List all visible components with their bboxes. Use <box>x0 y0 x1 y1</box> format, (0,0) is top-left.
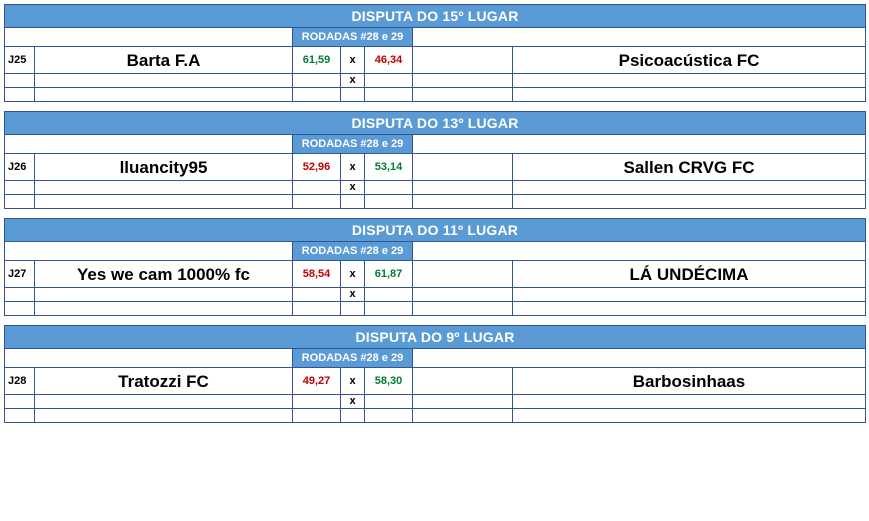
block-title-row <box>5 5 866 28</box>
rounds-row <box>5 135 866 154</box>
rounds-right-blank <box>413 28 866 47</box>
block-title: DISPUTA DO 13º LUGAR <box>5 112 866 135</box>
home-score: 52,96 <box>293 154 341 181</box>
score-right-blank <box>413 47 513 74</box>
versus-separator-2: x <box>341 395 365 409</box>
second-away-blank <box>513 395 866 409</box>
rounds-left-blank <box>5 28 293 47</box>
block-bottom-row <box>5 409 866 423</box>
block-title-row <box>5 112 866 135</box>
block-title: DISPUTA DO 11º LUGAR <box>5 219 866 242</box>
rounds-label: RODADAS #28 e 29 <box>293 135 413 154</box>
second-code-blank <box>5 181 35 195</box>
bottom-home-blank <box>35 88 293 102</box>
second-home-score-blank <box>293 395 341 409</box>
second-away-score-blank <box>365 288 413 302</box>
second-right-blank <box>413 288 513 302</box>
second-home-score-blank <box>293 181 341 195</box>
block-title: DISPUTA DO 15º LUGAR <box>5 5 866 28</box>
second-right-blank <box>413 74 513 88</box>
block-bottom-row <box>5 302 866 316</box>
second-code-blank <box>5 288 35 302</box>
versus-separator: x <box>341 261 365 288</box>
second-away-blank <box>513 74 866 88</box>
bottom-right-blank <box>413 88 513 102</box>
bottom-home-blank <box>35 409 293 423</box>
match-row <box>5 261 866 288</box>
block-title-row <box>5 219 866 242</box>
rounds-left-blank <box>5 135 293 154</box>
match-row <box>5 368 866 395</box>
home-team: Tratozzi FC <box>35 368 293 395</box>
bottom-away-blank <box>513 302 866 316</box>
score-right-blank <box>413 261 513 288</box>
bottom-away-blank <box>513 409 866 423</box>
bottom-home-blank <box>35 195 293 209</box>
second-home-blank <box>35 288 293 302</box>
bottom-home-score-blank <box>293 195 341 209</box>
bottom-code-blank <box>5 302 35 316</box>
versus-separator-2: x <box>341 74 365 88</box>
match-row <box>5 47 866 74</box>
bottom-sep-blank <box>341 88 365 102</box>
home-score: 49,27 <box>293 368 341 395</box>
match-block <box>4 111 866 209</box>
bottom-sep-blank <box>341 409 365 423</box>
rounds-left-blank <box>5 349 293 368</box>
rounds-label: RODADAS #28 e 29 <box>293 28 413 47</box>
match-block <box>4 325 866 423</box>
match-code: J27 <box>5 261 35 288</box>
rounds-row <box>5 28 866 47</box>
versus-separator: x <box>341 154 365 181</box>
rounds-row <box>5 242 866 261</box>
bottom-code-blank <box>5 88 35 102</box>
bottom-right-blank <box>413 195 513 209</box>
second-away-score-blank <box>365 181 413 195</box>
match-second-row <box>5 181 866 195</box>
bottom-home-score-blank <box>293 88 341 102</box>
block-bottom-row <box>5 88 866 102</box>
second-right-blank <box>413 395 513 409</box>
versus-separator: x <box>341 368 365 395</box>
bottom-away-score-blank <box>365 88 413 102</box>
match-second-row <box>5 395 866 409</box>
block-spacer <box>0 316 869 325</box>
second-away-score-blank <box>365 395 413 409</box>
second-home-blank <box>35 181 293 195</box>
bottom-home-score-blank <box>293 302 341 316</box>
home-team: Barta F.A <box>35 47 293 74</box>
versus-separator-2: x <box>341 288 365 302</box>
block-title-row <box>5 326 866 349</box>
away-team: Sallen CRVG FC <box>513 154 866 181</box>
away-team: Barbosinhaas <box>513 368 866 395</box>
score-right-blank <box>413 154 513 181</box>
second-code-blank <box>5 395 35 409</box>
block-title: DISPUTA DO 9º LUGAR <box>5 326 866 349</box>
rounds-right-blank <box>413 349 866 368</box>
second-away-blank <box>513 181 866 195</box>
match-row <box>5 154 866 181</box>
match-code: J26 <box>5 154 35 181</box>
rounds-label: RODADAS #28 e 29 <box>293 349 413 368</box>
second-home-blank <box>35 74 293 88</box>
versus-separator: x <box>341 47 365 74</box>
rounds-row <box>5 349 866 368</box>
match-block <box>4 218 866 316</box>
home-score: 61,59 <box>293 47 341 74</box>
bottom-right-blank <box>413 302 513 316</box>
home-team: Yes we cam 1000% fc <box>35 261 293 288</box>
match-second-row <box>5 288 866 302</box>
bottom-away-score-blank <box>365 302 413 316</box>
second-away-blank <box>513 288 866 302</box>
bottom-right-blank <box>413 409 513 423</box>
bottom-away-score-blank <box>365 195 413 209</box>
second-home-blank <box>35 395 293 409</box>
match-block <box>4 4 866 102</box>
block-spacer <box>0 209 869 218</box>
home-team: lluancity95 <box>35 154 293 181</box>
match-code: J28 <box>5 368 35 395</box>
bottom-code-blank <box>5 409 35 423</box>
block-spacer <box>0 102 869 111</box>
bottom-away-score-blank <box>365 409 413 423</box>
second-home-score-blank <box>293 74 341 88</box>
rounds-right-blank <box>413 242 866 261</box>
bottom-sep-blank <box>341 302 365 316</box>
score-right-blank <box>413 368 513 395</box>
block-bottom-row <box>5 195 866 209</box>
versus-separator-2: x <box>341 181 365 195</box>
second-away-score-blank <box>365 74 413 88</box>
bottom-home-score-blank <box>293 409 341 423</box>
bottom-away-blank <box>513 195 866 209</box>
second-right-blank <box>413 181 513 195</box>
away-score: 46,34 <box>365 47 413 74</box>
away-score: 61,87 <box>365 261 413 288</box>
match-code: J25 <box>5 47 35 74</box>
bottom-sep-blank <box>341 195 365 209</box>
home-score: 58,54 <box>293 261 341 288</box>
rounds-right-blank <box>413 135 866 154</box>
away-team: LÁ UNDÉCIMA <box>513 261 866 288</box>
away-score: 58,30 <box>365 368 413 395</box>
second-home-score-blank <box>293 288 341 302</box>
match-second-row <box>5 74 866 88</box>
away-team: Psicoacústica FC <box>513 47 866 74</box>
rounds-left-blank <box>5 242 293 261</box>
bottom-code-blank <box>5 195 35 209</box>
bottom-away-blank <box>513 88 866 102</box>
bottom-home-blank <box>35 302 293 316</box>
away-score: 53,14 <box>365 154 413 181</box>
rounds-label: RODADAS #28 e 29 <box>293 242 413 261</box>
second-code-blank <box>5 74 35 88</box>
